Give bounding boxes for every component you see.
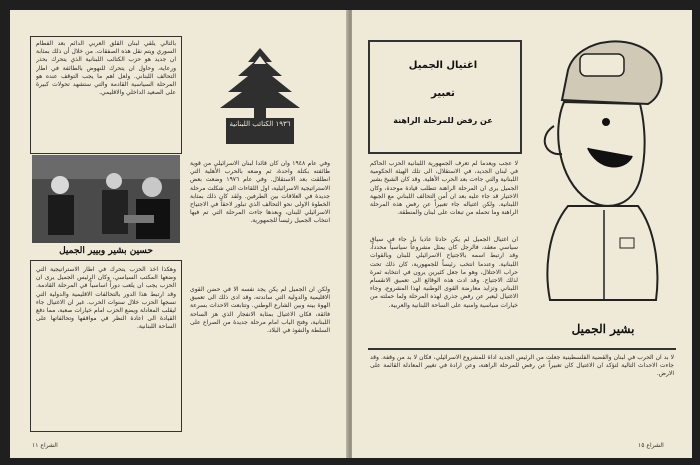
caricature-caption: بشير الجميل: [571, 322, 635, 336]
bottom-rule: [368, 348, 676, 350]
caricature: [528, 30, 678, 330]
right-page: [352, 10, 692, 458]
photo-image: [32, 155, 180, 243]
caricature-icon: [528, 30, 678, 330]
logo-text: ١٩٣٦ الكتائب اللبنانية: [229, 120, 291, 128]
right-body-intro: لا عجب ويعدما لم تعرف الجمهورية اللبنانية الحزب الحاكم في لبنان الجديد، في الاستقلال، الى تلك الهيئة الحكومية اللبنانية والتي جاءت بعد الحرب الأهلية. وقد كان الشيخ بشير الجميل يرى ان المرحلة الراهنة تتطلب قيادة موحدة، وكان الاختيار قد جاء عليه بعد ان أمن التحالف اللبناني مع الجبهة اللبنانية. ولكن اغتياله جاء تعبيراً عن رفض هذه المرحلة الراهنة وما تحمله من تبعات على لبنان والمنطقة.: [370, 160, 518, 217]
right-body-main: ان اغتيال الجميل لم يكن حادثاً عادياً بل جاء في سياق سياسي معقد، فالرجل كان يمثل مشروعاً سياسياً محدداً، وقد ارتبط اسمه بالاجتياح الاسرائيلي للبنان وبالقوات اللبنانية. وعندما انتخب رئيساً للجمهورية، كان ذلك تحت حراب الاحتلال، وهو ما جعل كثيرين يرون في انتخابه ثمرة لذلك الاجتياح. وقد ادت هذه الوقائع الى تعميق الانقسام اللبناني وتزايد معارضة القوى الوطنية لهذا المشروع، وجاء الاغتيال ليعبر عن رفض جذري لهذه المرحلة ولما حملته من خيارات سياسية وامنية على الساحة اللبنانية والعربية.: [370, 236, 518, 309]
headline-line-3: عن رفض للمرحلة الراهنة: [393, 116, 493, 125]
photo: [32, 155, 180, 243]
headline-line-1: اغتيال الجميل: [408, 60, 478, 71]
right-body-bottom: لا بد ان الحرب في لبنان والقضية الفلسطينية جعلت من الرئيس الجديد اداة للمشروع الاسرائيلي، فكان لا بد من وقفة. وقد جاءت الاحداث التالية لتؤكد ان الاغتيال كان تعبيراً عن رفض للمرحلة الراهنة، وعن ارادة في تغيير المعادلة القائمة على الارض.: [370, 354, 674, 378]
left-page: [10, 10, 348, 458]
left-column-text-bottom: وهكذا اخذ الحزب يتحرك في اطار الاستراتيجية التي وضعها المكتب السياسي، وكان الرئيس الجميل يرى ان الحزب يجب ان يلعب دوراً اساسياً في المرحلة القادمة. وقد ارتبط هذا الدور بالتحالفات الاقليمية والدولية التي نسجها الحزب خلال سنوات الحرب. غير ان الاغتيال جاء ليقلب المعادلة ويضع الحزب امام خيارات صعبة، مما دفع القيادة الى اعادة النظر في مواقفها وتحالفاتها على الساحة اللبنانية.: [36, 266, 176, 331]
headline-line-2: تعبير: [431, 88, 455, 99]
left-column-text-right: وفي عام ١٩٤٨ وان كان قائداً لبنان الاسرائيلي من قوية طائفته بكتلة واحدة، ثم وضعه بالحرب الأهلية التي انطلقت بعد الاستقلال. وفي عام ١٩٧٦ وضعت بعض الاستراتيجية الاسرائيلية، اول اللقاءات التي شكلت مرحلة جديدة في العلاقات بين الطرفين. ولقد كان ذلك بمثابة الخطوة الاولى نحو التحالف الذي تبلور لاحقاً في الاجتياح الاسرائيلي للبنان، وبعدها جاءت المرحلة التي تم فيها انتخاب الجميل رئيساً للجمهورية.: [190, 160, 330, 225]
left-page-footer: الشراع ١١: [32, 442, 58, 449]
photo-caption: حسين بشير وبيير الجميل: [59, 246, 153, 256]
right-page-footer: الشراع ١٥: [638, 442, 664, 449]
kataeb-logo: [196, 46, 324, 146]
left-column-text-right-bottom: ولكن ان الجميل لم يكن يجد نفسه الا في حضن القوى الاقليمية والدولية التي ساندته، وقد ادى ذلك الى تعميق الهوة بينه وبين الشارع الوطني. وتتابعت الاحداث بسرعة فائقة، فكان الاغتيال بمثابة الانفجار الذي هز الساحة اللبنانية، وفتح الباب امام مرحلة جديدة من الصراع على السلطة والنفوذ في البلاد.: [190, 286, 330, 335]
cedar-tree-icon: [196, 46, 324, 146]
left-column-text-top: بالتالي يلقي لبنان القلق العربي الدائم بعد الفطام السوري ويتم نقل هذه الصفقات. من خلال أن ذلك بمثابة ان جديد هو حزب الكتائب اللبنانية الذي يتحرك بحذر ورعاية، وحاول ان يتحرك للنهوض بالطائفة في اطار التحالف اللبناني. ولعل اهم ما يجب التوقف عنده هو المرحلة السياسية القادمة والتي ستشهد تحولات كبيرة على الصعيد الداخلي والاقليمي.: [36, 40, 176, 97]
